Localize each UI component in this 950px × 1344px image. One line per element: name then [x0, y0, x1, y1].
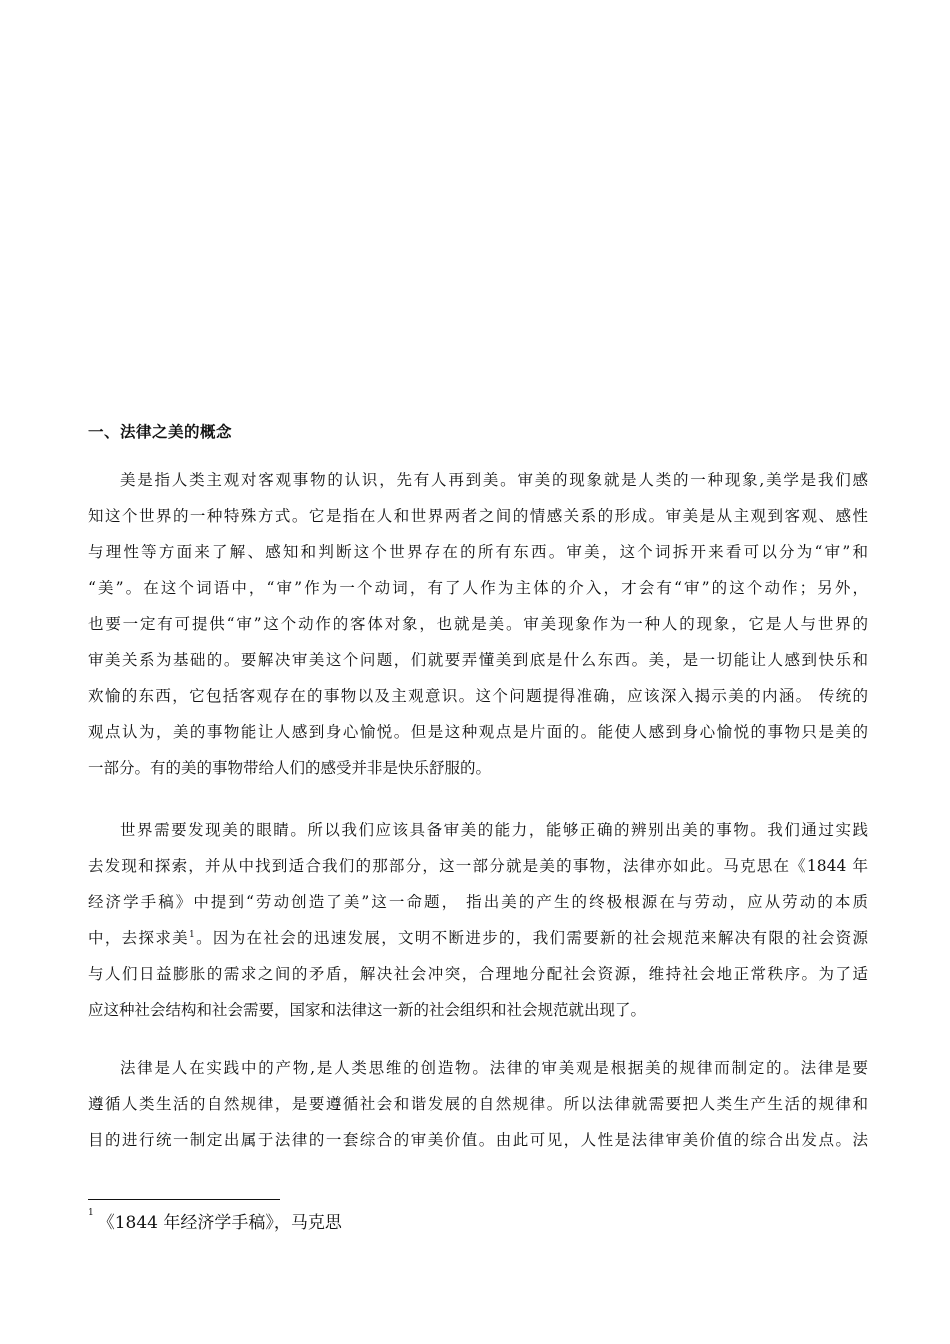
paragraph-line: 应这种社会结构和社会需要，国家和法律这一新的社会组织和社会规范就出现了。 [88, 1001, 647, 1019]
paragraph-line: 也要一定有可提供“审”这个动作的客体对象，也就是美。审美现象作为一种人的现象，它是人与世界的 [88, 615, 868, 633]
line-text: 中，去探求美 [88, 929, 189, 947]
paragraph-line-with-footnote-ref [88, 920, 868, 956]
paragraph-line: 审美关系为基础的。要解决审美这个问题，们就要弄懂美到底是什么东西。美，是一切能让人感到快乐和 [88, 651, 868, 669]
paragraph-line: “美”。在这个词语中，“审”作为一个动词，有了人作为主体的介入，才会有“审”的这个动作；另外， [88, 579, 868, 597]
paragraph-line: 遵循人类生活的自然规律，是要遵循社会和谐发展的自然规律。所以法律就需要把人类生产生活的规律和 [88, 1095, 868, 1113]
footnote-mark: 1 [88, 1208, 94, 1218]
paragraph-line: 去发现和探索，并从中找到适合我们的那部分，这一部分就是美的事物，法律亦如此。马克思在《1844 年 [88, 857, 868, 875]
paragraph-line: 经济学手稿》中提到“劳动创造了美”这一命题， 指出美的产生的终极根源在与劳动，应从劳动的本质 [88, 893, 868, 911]
paragraph-line: 知这个世界的一种特殊方式。它是指在人和世界两者之间的情感关系的形成。审美是从主观到客观、感性 [88, 507, 868, 525]
paragraph-line: 一部分。有的美的事物带给人们的感受并非是快乐舒服的。 [88, 759, 492, 777]
section-heading: 一、法律之美的概念 [88, 423, 233, 441]
paragraph-line: 法律是人在实践中的产物,是人类思维的创造物。法律的审美观是根据美的规律而制定的。法律是要 [120, 1059, 868, 1077]
paragraph-line: 目的进行统一制定出属于法律的一套综合的审美价值。由此可见，人性是法律审美价值的综合出发点。法 [88, 1131, 868, 1149]
paragraph-2 [88, 812, 868, 1028]
paragraph-line: 美是指人类主观对客观事物的认识，先有人再到美。审美的现象就是人类的一种现象,美学是我们感 [120, 471, 868, 489]
paragraph-1 [88, 462, 868, 786]
paragraph-line: 欢愉的东西，它包括客观存在的事物以及主观意识。这个问题提得准确，应该深入揭示美的内涵。 传统的 [88, 687, 868, 705]
line-text: 。因为在社会的迅速发展，文明不断进步的，我们需要新的社会规范来解决有限的社会资源 [194, 929, 868, 947]
paragraph-line: 观点认为，美的事物能让人感到身心愉悦。但是这种观点是片面的。能使人感到身心愉悦的事物只是美的 [88, 723, 868, 741]
paragraph-line: 与人们日益膨胀的需求之间的矛盾，解决社会冲突，合理地分配社会资源，维持社会地正常秩序。为了适 [88, 965, 868, 983]
footnote-reference[interactable]: 1 [189, 929, 195, 940]
paragraph-line: 世界需要发现美的眼睛。所以我们应该具备审美的能力，能够正确的辨别出美的事物。我们通过实践 [120, 821, 868, 839]
footnote-text: 《1844 年经济学手稿》，马克思 [97, 1213, 342, 1233]
paragraph-3 [88, 1050, 868, 1158]
footnote [88, 1208, 342, 1233]
footnote-separator [88, 1199, 280, 1200]
paragraph-line: 与理性等方面来了解、感知和判断这个世界存在的所有东西。审美，这个词拆开来看可以分为“审”和 [88, 543, 868, 561]
